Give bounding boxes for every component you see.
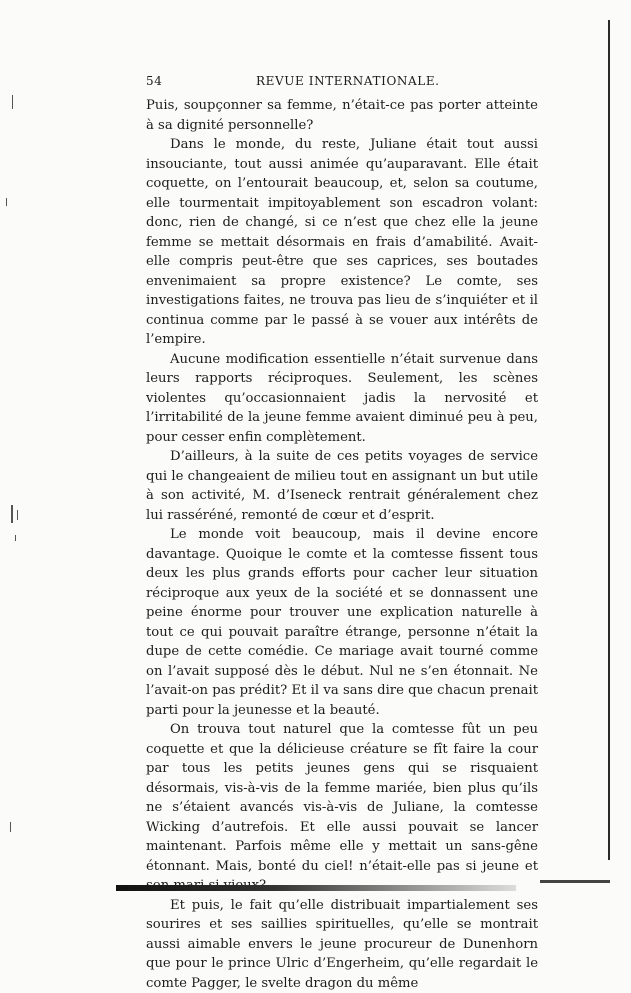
- page-number: 54: [146, 74, 162, 88]
- margin-mark: [15, 535, 16, 541]
- margin-mark: [17, 510, 18, 520]
- paragraph: On trouva tout naturel que la comtesse fût un peu coquette et que la délicieuse créature se fît faire la cour par tous les petits jeunes gens qui se risquaient désormais, vis-à-vis de la femme mariée, bien plus qu’ils ne s’étaient avancés vis-à-vis de Juliane, la comtesse Wicking d’autrefois. Et elle aussi pouvait se lancer maintenant. Parfois même elle y mettait un sans-gêne étonnant. Mais, bonté du ciel! n’était-elle pas si jeune et: [146, 720, 538, 896]
- scan-artifact-bottom-right: [540, 880, 610, 883]
- paragraph: Puis, soupçonner sa femme, n’était-ce pas porter atteinte à sa dignité personnelle?: [146, 96, 538, 135]
- scan-artifact-bottom: [116, 885, 516, 891]
- paragraph: D’ailleurs, à la suite de ces petits voyages de service qui le changeaient de milieu tout en assignant un but utile à son activité, M. d’Iseneck rentrait généralement chez lui rasséréné, remonté de cœur et d’esprit.: [146, 447, 538, 525]
- paragraph: Aucune modification essentielle n’était survenue dans leurs rapports réciproques. Seulement, les scènes violentes qu’occasionnaient jadis la nervosité et l’irritabilité de la jeune femme avaient diminué peu à peu, pour cesser enfin complètement.: [146, 350, 538, 448]
- page-header: [146, 74, 538, 92]
- paragraph: Le monde voit beaucoup, mais il devine encore davantage. Quoique le comte et la comtesse fissent tous deux les plus grands efforts pour cacher leur situation réciproque aux yeux de la société et se donnassent une peine énorme pour trouver une explication naturelle à tout ce qui pouvait paraître étrange, personne n’était la dupe de cette comédie. Ce mariage avait tourné comme on l’avait supposé dès le début. Nul ne s’en étonnait. Ne l’avait-on pas prédit? Et il va sans dire que chacun prenait parti pour la jeunesse et la beauté.: [146, 525, 538, 720]
- page-edge-line: [608, 20, 610, 860]
- running-head: REVUE INTERNATIONALE.: [256, 74, 440, 88]
- margin-mark: [12, 95, 13, 109]
- margin-mark: [6, 198, 7, 206]
- paragraph: Et puis, le fait qu’elle distribuait impartialement ses sourires et ses saillies spirituelles, qu’elle se montrait aussi aimable envers le jeune procureur de Dunenhorn que pour le prince Ulric d’Engerheim, qu’elle regardait le comte Pagger, le svelte dragon du même: [146, 896, 538, 993]
- paragraph: Dans le monde, du reste, Juliane était tout aussi insouciante, tout aussi animée qu’auparavant. Elle était coquette, on l’entourait beaucoup, et, selon sa coutume, elle tourmentait impitoyablement son escadron volant: donc, rien de changé, si ce n’est que chez elle la jeune femme se mettait désormais en frais d’amabilité. Avait-elle compris peut-être que ses caprices, ses boutades envenimaient sa propre existence? Le comte, ses investigations faites, ne trouva pas lieu de s’inquiéter et il continua comme par le passé à se vouer aux intérêts de l’empire.: [146, 135, 538, 350]
- body-text: [146, 96, 538, 993]
- margin-mark: [11, 505, 13, 523]
- margin-mark: [10, 822, 11, 832]
